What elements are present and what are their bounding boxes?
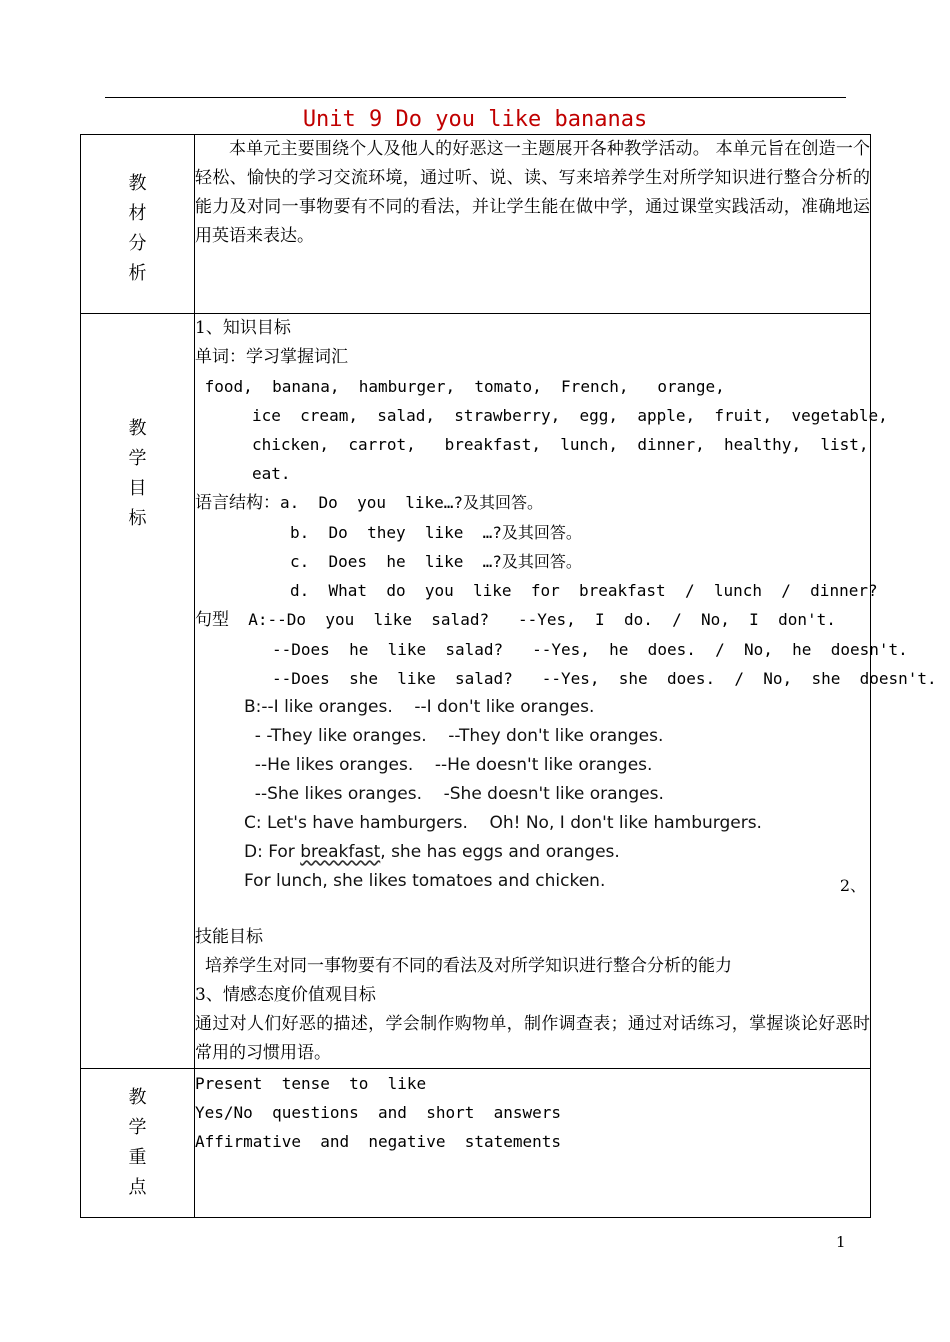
material-analysis-content <box>195 135 871 314</box>
skills-heading: 技能目标 <box>195 927 263 947</box>
structure-b: b. Do they like …?及其回答。 <box>290 523 582 542</box>
vocab-line-4: eat. <box>252 464 291 483</box>
pattern-a1-line <box>195 605 870 635</box>
breakfast-word: breakfast <box>300 842 381 862</box>
page-number: 1 <box>836 1233 846 1251</box>
pattern-b2: - -They like oranges. --They don't like oranges. <box>244 726 664 746</box>
vocab-block <box>195 343 870 401</box>
structure-prefix: 语言结构： <box>195 493 280 513</box>
key-point-3: Affirmative and negative statements <box>195 1132 562 1151</box>
skills-text: 培养学生对同一事物要有不同的看法及对所学知识进行整合分析的能力 <box>205 956 732 976</box>
key-point-1: Present tense to like <box>195 1074 427 1093</box>
top-rule <box>105 97 846 98</box>
lesson-plan-table <box>80 134 937 1218</box>
emotion-text: 通过对人们好恶的描述，学会制作购物单，制作调查表；通过对话练习，掌握谈论好恶时常用的习惯用语。 <box>195 1014 870 1063</box>
pattern-d: D: For breakfast, she has eggs and oranges. <box>244 842 620 862</box>
label-key-points: 教 学 重 点 <box>81 1069 195 1218</box>
label-teaching-goals: 教 学 目 标 <box>81 314 195 1069</box>
teaching-goals-content <box>195 314 937 1069</box>
pattern-c: C: Let's have hamburgers. Oh! No, I don't like hamburgers. <box>244 813 762 833</box>
vocab-line-3: chicken, carrot, breakfast, lunch, dinner, healthy, list, <box>252 435 869 454</box>
structure-a: a. Do you like…?及其回答。 <box>280 493 544 512</box>
pattern-b4: --She likes oranges. -She doesn't like oranges. <box>244 784 664 804</box>
document-title: Unit 9 Do you like bananas <box>302 107 648 132</box>
pattern-e: For lunch, she likes tomatoes and chicken. <box>244 871 606 891</box>
structure-c: c. Does he like …?及其回答。 <box>290 552 582 571</box>
vocab-line-2: ice cream, salad, strawberry, egg, apple, fruit, vegetable, <box>252 406 888 425</box>
skills-number: 2、 <box>839 876 866 895</box>
pattern-b1: B:--I like oranges. --I don't like oranges. <box>244 697 595 717</box>
label-material-analysis: 教 材 分 析 <box>81 135 195 314</box>
pattern-b3: --He likes oranges. --He doesn't like oranges. <box>244 755 653 775</box>
pattern-a2: --Does he like salad? --Yes, he does. / No, he doesn't. <box>272 640 908 659</box>
structure-a-line <box>195 488 870 518</box>
structure-d: d. What do you like for breakfast / lunch / dinner? <box>290 581 878 600</box>
vocab-prefix: 单词：学习掌握词汇 <box>195 347 348 367</box>
pattern-a1: A:--Do you like salad? --Yes, I do. / No, I don't. <box>229 610 836 629</box>
emotion-heading: 3、情感态度价值观目标 <box>195 985 376 1005</box>
pattern-a3: --Does she like salad? --Yes, she does. / No, she doesn't. <box>272 669 937 688</box>
material-analysis-text: 本单元主要围绕个人及他人的好恶这一主题展开各种教学活动。 本单元旨在创造一个轻松、愉快的学习交流环境，通过听、说、读、写来培养学生对所学知识进行整合分析的能力及对同一事物要有不同的看法，并让学生能在做中学，通过课堂实践活动，准确地运用英语来表达。 <box>195 139 870 246</box>
row-key-points <box>81 1069 871 1218</box>
pattern-prefix: 句型 <box>195 610 229 630</box>
row-teaching-goals <box>81 314 871 1069</box>
row-material-analysis <box>81 135 871 314</box>
vocab-line-1: food, banana, hamburger, tomato, French, orange, <box>195 377 725 396</box>
key-points-content <box>195 1069 871 1218</box>
key-point-2: Yes/No questions and short answers <box>195 1103 562 1122</box>
knowledge-heading: 1、知识目标 <box>195 318 291 338</box>
